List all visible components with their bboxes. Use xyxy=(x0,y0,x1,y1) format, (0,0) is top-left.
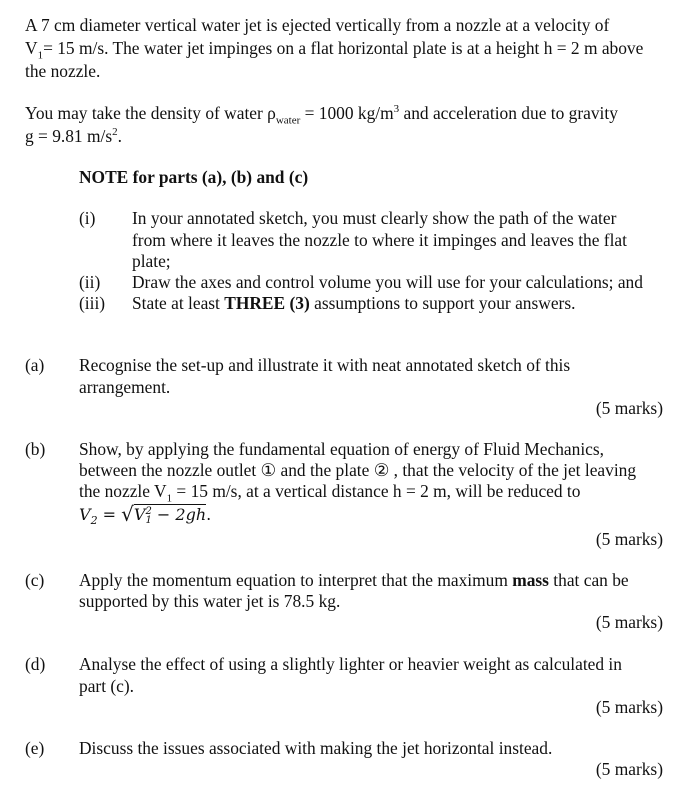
part-b-marks: (5 marks) xyxy=(595,529,663,549)
eq-v2: V xyxy=(79,505,91,524)
v1-symbol: V xyxy=(25,38,38,58)
velocity-equation xyxy=(79,502,212,528)
part-c-line-1-post: that can be xyxy=(548,570,629,590)
part-b-v1-subscript: 1 xyxy=(166,492,173,505)
eq-v1: V xyxy=(133,505,146,524)
note-item-i-line-3: plate; xyxy=(132,251,171,271)
eq-equals: = xyxy=(97,505,122,524)
part-b-line-1: Show, by applying the fundamental equation of energy of Fluid Mechanics, xyxy=(79,439,604,459)
part-c-bold-mass: mass xyxy=(512,570,549,590)
part-b-line-3-post: = 15 m/s, at a vertical distance h = 2 m, will be reduced to xyxy=(172,481,581,501)
part-c-marks: (5 marks) xyxy=(595,612,663,632)
part-d-number: (d) xyxy=(25,654,46,674)
density-text: You may take the density of water ρ xyxy=(25,103,276,123)
intro-para2-line-1 xyxy=(25,103,665,127)
radicand xyxy=(134,504,206,525)
intro-line-2 xyxy=(25,38,665,62)
radical-sign-icon: √ xyxy=(121,502,134,526)
eq-rest: − 2gh xyxy=(151,505,207,524)
eq-v1-exponent: 2 xyxy=(145,505,152,517)
part-c-line-2: supported by this water jet is 78.5 kg. xyxy=(79,591,341,611)
part-d-line-1: Analyse the effect of using a slightly lighter or heavier weight as calculated in xyxy=(79,654,622,674)
note-item-iii-pre: State at least xyxy=(132,293,225,313)
note-item-iii-line-1 xyxy=(132,293,575,314)
part-e-marks: (5 marks) xyxy=(595,759,663,779)
part-c-line-1-pre: Apply the momentum equation to interpret that the maximum xyxy=(79,570,513,590)
density-subscript: water xyxy=(275,114,301,127)
part-e-number: (e) xyxy=(25,738,45,758)
note-heading: NOTE for parts (a), (b) and (c) xyxy=(79,167,309,187)
part-a-number: (a) xyxy=(25,355,45,375)
part-b-number: (b) xyxy=(25,439,46,459)
note-item-i-line-2: from where it leaves the nozzle to where it impinges and leaves the flat xyxy=(132,230,627,250)
part-a-marks: (5 marks) xyxy=(595,398,663,418)
note-item-iii-post: assumptions to support your answers. xyxy=(309,293,576,313)
part-a-line-1: Recognise the set-up and illustrate it with neat annotated sketch of this xyxy=(79,355,571,375)
gravity-value: g = 9.81 m/s xyxy=(25,126,113,146)
part-d-line-2: part (c). xyxy=(79,676,135,696)
note-item-ii-number: (ii) xyxy=(79,272,101,292)
intro-line-3: the nozzle. xyxy=(25,61,101,81)
part-b-line-3 xyxy=(79,481,665,505)
intro-line-2-text: = 15 m/s. The water jet impinges on a flat horizontal plate is at a height h = 2 m above xyxy=(43,38,644,58)
density-unit-exponent: 3 xyxy=(393,103,400,116)
part-b-line-2: between the nozzle outlet ① and the plate ② , that the velocity of the jet leaving xyxy=(79,460,637,480)
gravity-period: . xyxy=(117,126,122,146)
gravity-intro-text: and acceleration due to gravity xyxy=(399,103,618,123)
note-item-i-number: (i) xyxy=(79,208,96,228)
intro-para2-line-2 xyxy=(25,126,122,147)
square-root xyxy=(121,503,206,525)
part-b-line-3-pre: the nozzle V xyxy=(79,481,167,501)
eq-v2-subscript: 2 xyxy=(90,514,98,528)
part-d-marks: (5 marks) xyxy=(595,697,663,717)
note-item-i-line-1: In your annotated sketch, you must clearly show the path of the water xyxy=(132,208,617,228)
part-a-line-2: arrangement. xyxy=(79,377,171,397)
part-e-line-1: Discuss the issues associated with making the jet horizontal instead. xyxy=(79,738,553,758)
intro-line-1: A 7 cm diameter vertical water jet is ejected vertically from a nozzle at a velocity of xyxy=(25,15,610,35)
v1-subscript: 1 xyxy=(37,49,44,62)
part-c-number: (c) xyxy=(25,570,45,590)
note-item-iii-bold: THREE (3) xyxy=(224,293,310,313)
note-item-ii-line-1: Draw the axes and control volume you will use for your calculations; and xyxy=(132,272,643,292)
eq-period: . xyxy=(206,505,212,524)
eq-v1-subscript: 1 xyxy=(145,514,152,526)
part-c-line-1 xyxy=(79,570,665,591)
note-item-iii-number: (iii) xyxy=(79,293,106,313)
gravity-unit-exponent: 2 xyxy=(112,126,118,139)
density-value: = 1000 kg/m xyxy=(300,103,394,123)
